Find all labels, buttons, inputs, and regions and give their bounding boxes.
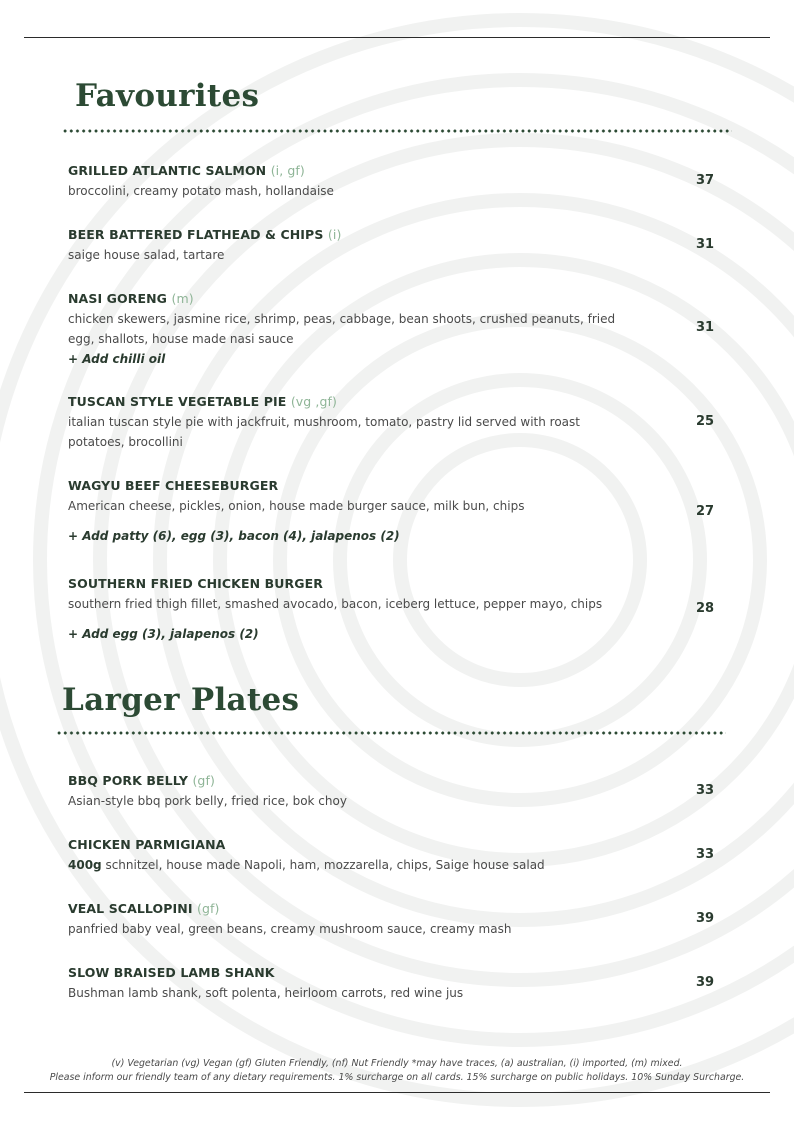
item-description: panfried baby veal, green beans, creamy mushroom sauce, creamy mash [68,922,512,936]
section-title-larger-plates: Larger Plates [62,682,300,718]
item-description: Bushman lamb shank, soft polenta, heirloom carrots, red wine jus [68,986,464,1000]
menu-item [68,901,668,939]
item-description: Asian-style bbq pork belly, fried rice, bok choy [68,794,347,808]
item-description: saige house salad, tartare [68,248,225,262]
item-price: 25 [695,414,715,429]
dietary-key-note: (v) Vegetarian (vg) Vegan (gf) Gluten Friendly, (nf) Nut Friendly *may have traces, (a) australian, (i) imported, (m) mixed. [111,1058,683,1069]
item-name: NASI GORENG [68,291,168,306]
item-weight: 400g [68,858,102,872]
bottom-divider [24,1092,770,1093]
item-name: VEAL SCALLOPINI [68,901,193,916]
item-description [68,855,668,875]
item-tags: (i) [327,227,342,242]
menu-item [68,291,638,367]
item-description: American cheese, pickles, onion, house made burger sauce, milk bun, chips [68,499,525,513]
dotted-divider-favourites [62,129,732,133]
item-price: 31 [695,237,715,252]
menu-item [68,394,628,452]
item-price: 39 [695,911,715,926]
item-name: CHICKEN PARMIGIANA [68,837,226,852]
menu-item [68,163,668,201]
item-tags: (vg ,gf) [290,394,337,409]
item-price: 33 [695,783,715,798]
menu-item [68,478,668,544]
item-addon: + Add patty (6), egg (3), bacon (4), jalapenos (2) [68,529,400,543]
item-description: broccolini, creamy potato mash, hollandaise [68,184,334,198]
item-addon: + Add chilli oil [68,352,166,366]
item-tags: (gf) [192,773,215,788]
menu-item [68,227,668,265]
item-price: 31 [695,320,715,335]
item-description-text: schnitzel, house made Napoli, ham, mozzarella, chips, Saige house salad [101,858,545,872]
menu-item [68,773,668,811]
item-name: WAGYU BEEF CHEESEBURGER [68,478,279,493]
section-title-favourites: Favourites [75,78,260,114]
item-description: italian tuscan style pie with jackfruit, mushroom, tomato, pastry lid served with roast potatoes, brocollini [68,415,580,449]
item-name: BEER BATTERED FLATHEAD & CHIPS [68,227,324,242]
item-description: chicken skewers, jasmine rice, shrimp, peas, cabbage, bean shoots, crushed peanuts, fried egg, shallots, house made nasi sauce [68,312,616,346]
top-divider [24,37,770,38]
item-name: BBQ PORK BELLY [68,773,188,788]
item-price: 33 [695,847,715,862]
menu-item [68,837,668,875]
item-price: 37 [695,173,715,188]
item-tags: (m) [171,291,194,306]
dotted-divider-larger-plates [56,731,726,735]
item-name: SLOW BRAISED LAMB SHANK [68,965,275,980]
item-name: GRILLED ATLANTIC SALMON [68,163,267,178]
item-tags: (i, gf) [270,163,305,178]
item-name: SOUTHERN FRIED CHICKEN BURGER [68,576,323,591]
item-name: TUSCAN STYLE VEGETABLE PIE [68,394,287,409]
menu-item [68,965,668,1003]
item-price: 28 [695,601,715,616]
item-tags: (gf) [197,901,220,916]
surcharge-note: Please inform our friendly team of any dietary requirements. 1% surcharge on all cards. 15% surcharge on public holidays. 10% Sunday Surcharge. [49,1072,745,1083]
item-description: southern fried thigh fillet, smashed avocado, bacon, iceberg lettuce, pepper mayo, chips [68,597,603,611]
item-price: 39 [695,975,715,990]
item-price: 27 [695,504,715,519]
menu-item [68,576,668,642]
item-addon: + Add egg (3), jalapenos (2) [68,627,259,641]
